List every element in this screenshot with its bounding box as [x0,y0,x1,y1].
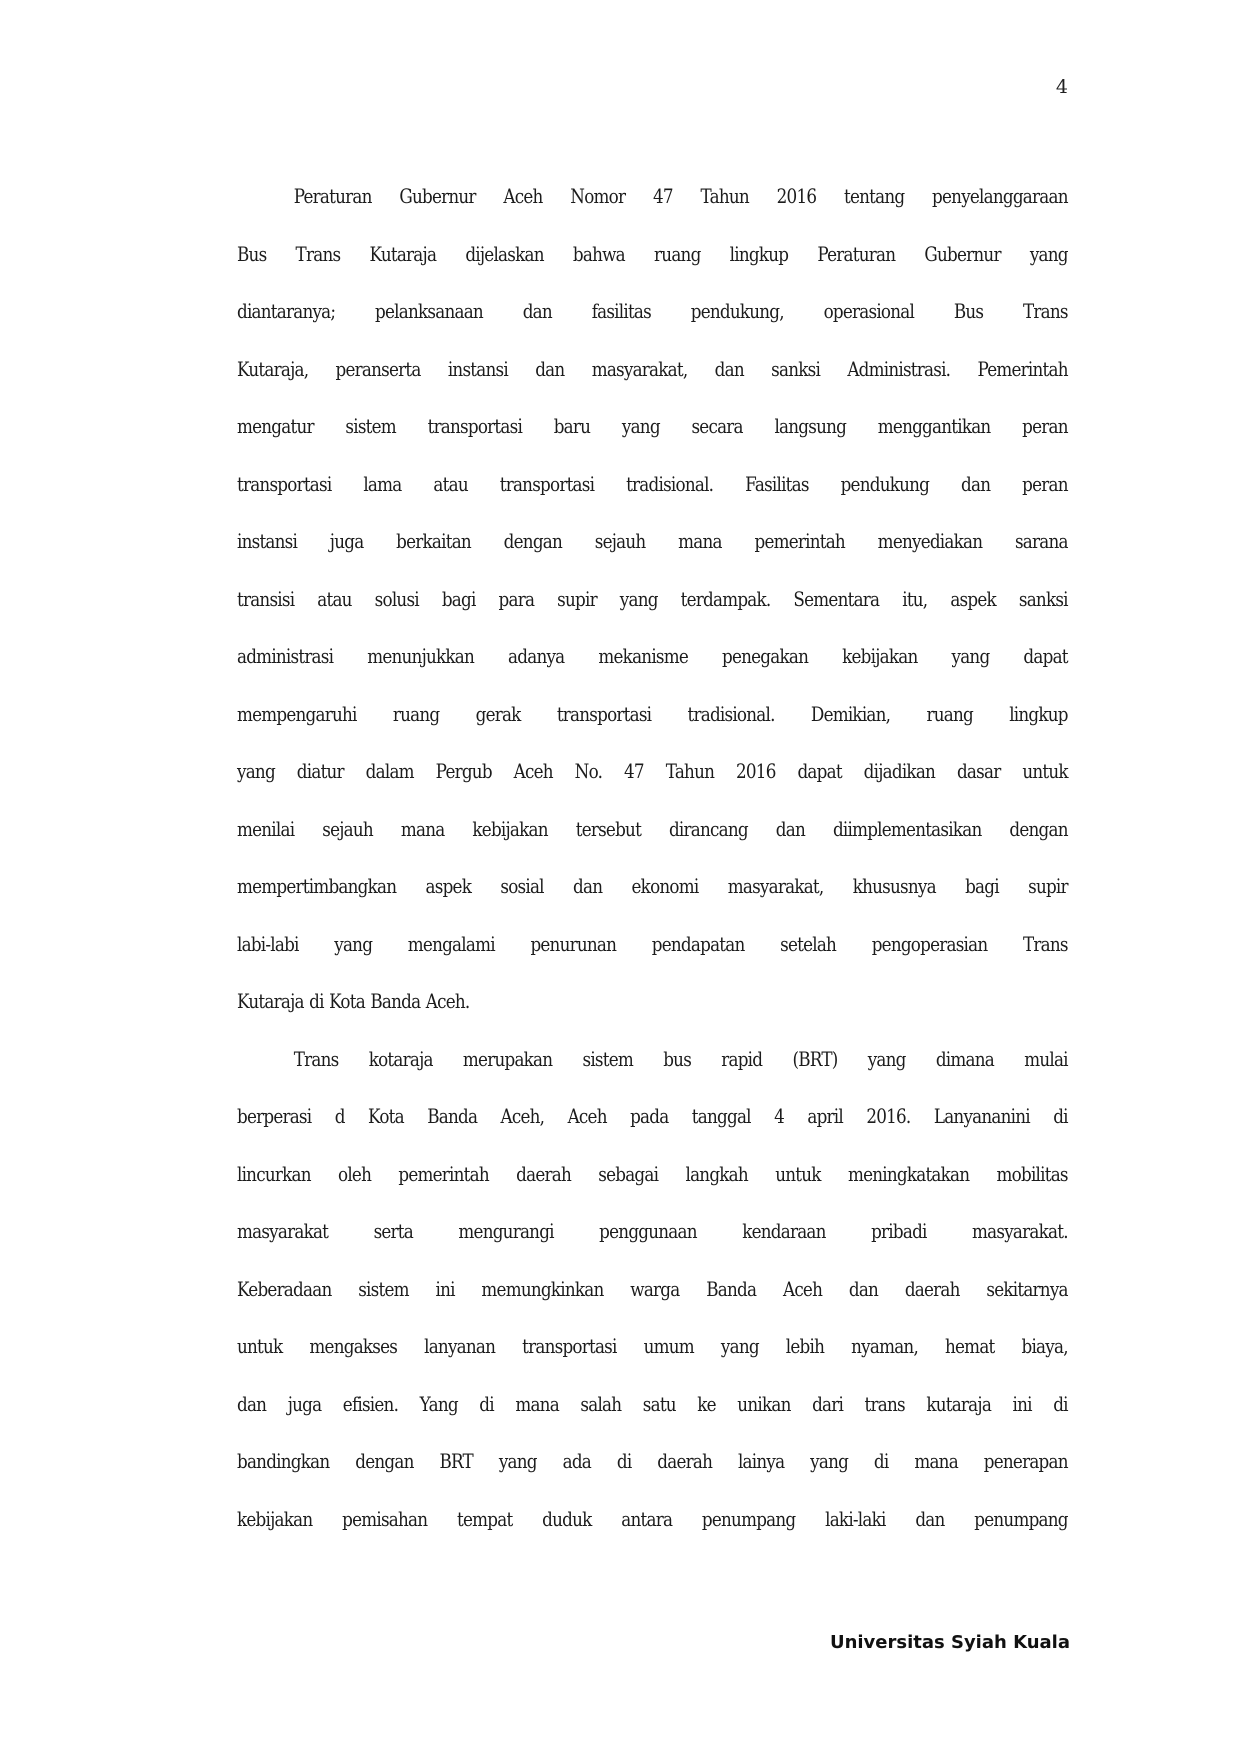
text-line: transportasi lama atau transportasi tradisional. Fasilitas pendukung dan peran [237,472,1068,496]
text-line: labi-labi yang mengalami penurunan pendapatan setelah pengoperasian Trans [237,932,1068,956]
text-line: mempengaruhi ruang gerak transportasi tradisional. Demikian, ruang lingkup [237,702,1068,726]
text-line: transisi atau solusi bagi para supir yang terdampak. Sementara itu, aspek sanksi [237,587,1068,611]
text-line: instansi juga berkaitan dengan sejauh mana pemerintah menyediakan sarana [237,530,1068,553]
paragraph-2 [237,1031,1068,1549]
text-line: masyarakat serta mengurangi penggunaan kendaraan pribadi masyarakat. [237,1220,1068,1243]
text-line: Trans kotaraja merupakan sistem bus rapid (BRT) yang dimana mulai [293,1047,1068,1071]
text-line: mempertimbangkan aspek sosial dan ekonomi masyarakat, khususnya bagi supir [237,875,1068,898]
text-line: yang diatur dalam Pergub Aceh No. 47 Tahun 2016 dapat dijadikan dasar untuk [237,760,1068,783]
text-line: berperasi d Kota Banda Aceh, Aceh pada tanggal 4 april 2016. Lanyananini di [237,1105,1068,1128]
text-line: kebijakan pemisahan tempat duduk antara penumpang laki-laki dan penumpang [237,1507,1068,1531]
text-line: mengatur sistem transportasi baru yang secara langsung menggantikan peran [237,415,1068,438]
text-line: dan juga efisien. Yang di mana salah satu ke unikan dari trans kutaraja ini di [237,1392,1068,1416]
text-line: Peraturan Gubernur Aceh Nomor 47 Tahun 2016 tentang penyelanggaraan [293,185,1068,208]
text-line: Bus Trans Kutaraja dijelaskan bahwa ruang lingkup Peraturan Gubernur yang [237,242,1068,266]
text-line: Kutaraja, peranserta instansi dan masyarakat, dan sanksi Administrasi. Pemerintah [237,357,1068,381]
text-line: Kutaraja di Kota Banda Aceh. [237,990,470,1013]
footer-institution: Universitas Syiah Kuala [829,1632,1070,1653]
page-number: 4 [1055,76,1068,98]
paragraph-1 [237,168,1068,1031]
document-body [237,168,1068,1548]
text-line: Keberadaan sistem ini memungkinkan warga Banda Aceh dan daerah sekitarnya [237,1277,1068,1301]
text-line: lincurkan oleh pemerintah daerah sebagai langkah untuk meningkatakan mobilitas [237,1162,1068,1186]
text-line: administrasi menunjukkan adanya mekanisme penegakan kebijakan yang dapat [237,645,1068,668]
text-line: menilai sejauh mana kebijakan tersebut dirancang dan diimplementasikan dengan [237,817,1068,841]
text-line: untuk mengakses lanyanan transportasi umum yang lebih nyaman, hemat biaya, [237,1335,1068,1358]
text-line: diantaranya; pelanksanaan dan fasilitas pendukung, operasional Bus Trans [237,300,1068,323]
text-line: bandingkan dengan BRT yang ada di daerah lainya yang di mana penerapan [237,1450,1068,1473]
